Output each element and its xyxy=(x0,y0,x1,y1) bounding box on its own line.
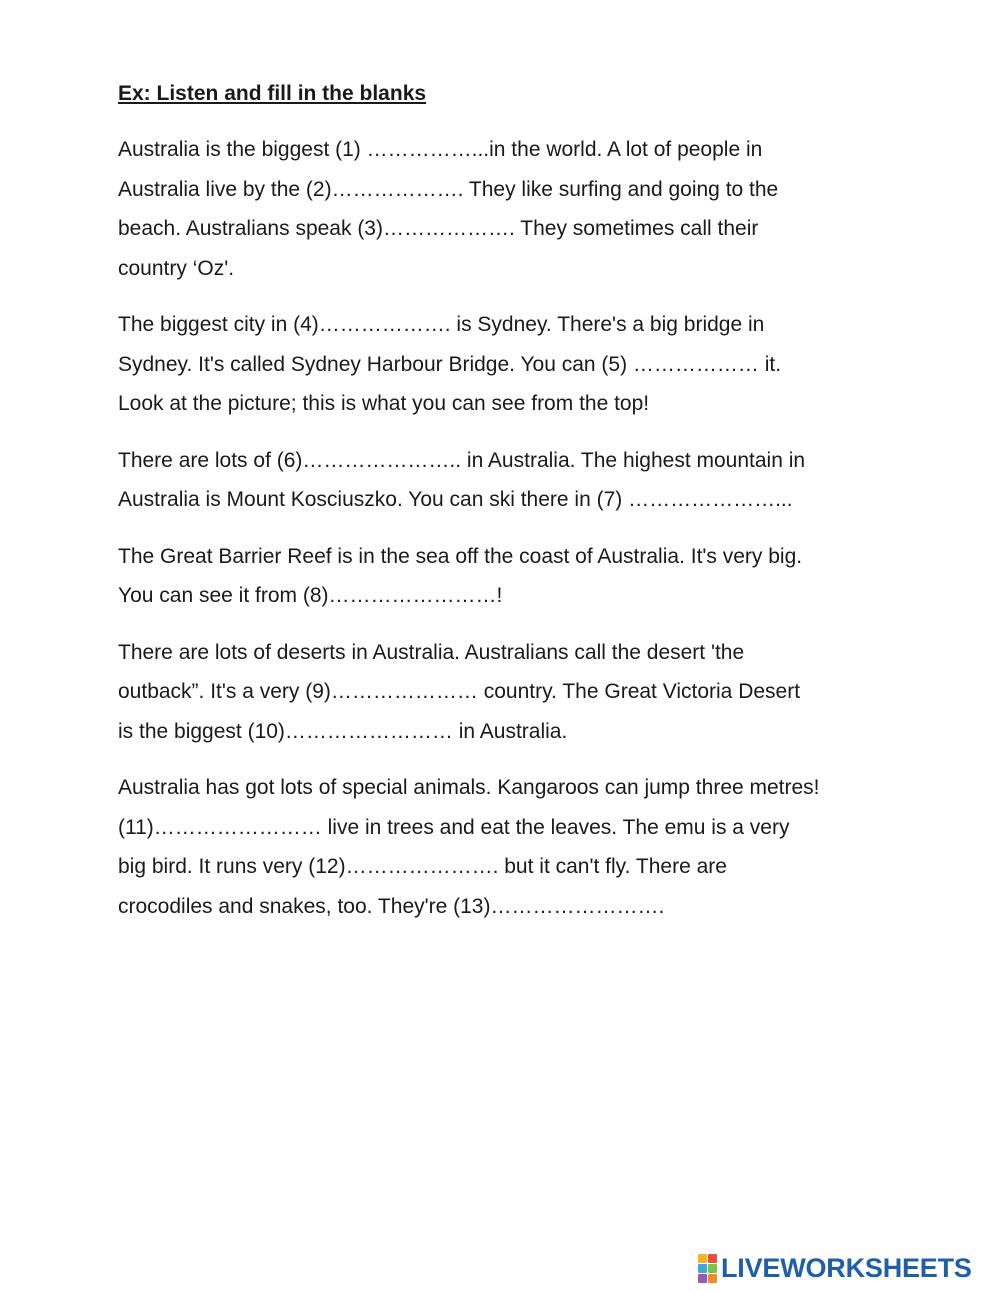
paragraph-line: is the biggest (10)…………………… in Australia. xyxy=(118,719,568,743)
paragraph-line: The Great Barrier Reef is in the sea off the coast of Australia. It's very big. xyxy=(118,544,803,568)
paragraph-line: Sydney. It's called Sydney Harbour Bridge. You can (5) ……………… it. xyxy=(118,352,782,376)
paragraph-3 xyxy=(118,441,898,520)
logo-square xyxy=(698,1274,707,1283)
paragraph-line: beach. Australians speak (3)………………. They sometimes call their xyxy=(118,217,759,240)
paragraph-line: (11)…………………… live in trees and eat the leaves. The emu is a very xyxy=(118,815,790,839)
logo-wordmark: LIVEWORKSHEETS xyxy=(721,1252,972,1283)
logo-square xyxy=(708,1274,717,1283)
paragraph-line: Australia has got lots of special animals. Kangaroos can jump three metres! xyxy=(118,776,820,799)
exercise-title: Ex: Listen and fill in the blanks xyxy=(118,82,427,105)
paragraph-line: There are lots of (6)………………….. in Australia. The highest mountain in xyxy=(118,448,806,472)
paragraph-line: outback”. It's a very (9)………………… country. The Great Victoria Desert xyxy=(118,680,801,703)
paragraph-4 xyxy=(118,537,898,616)
worksheet xyxy=(118,78,898,943)
paragraph-line: big bird. It runs very (12)…………………. but it can't fly. There are xyxy=(118,855,727,878)
paragraph-line: The biggest city in (4)………………. is Sydney. There's a big bridge in xyxy=(118,313,765,336)
paragraph-6 xyxy=(118,768,898,926)
liveworksheets-logo xyxy=(698,1253,972,1283)
paragraph-line: You can see it from (8)……………………! xyxy=(118,584,503,607)
paragraph-line: Look at the picture; this is what you can see from the top! xyxy=(118,392,650,415)
paragraph-line: crocodiles and snakes, too. They're (13)……………………. xyxy=(118,894,665,918)
logo-square xyxy=(698,1264,707,1273)
paragraph-line: country ‘Oz'. xyxy=(118,256,235,280)
paragraph-line: There are lots of deserts in Australia. Australians call the desert 'the xyxy=(118,640,745,664)
logo-square xyxy=(708,1254,717,1263)
logo-square xyxy=(698,1254,707,1263)
paragraph-2 xyxy=(118,305,898,424)
logo-mark-icon xyxy=(698,1254,717,1283)
paragraph-1 xyxy=(118,130,898,288)
logo-square xyxy=(708,1264,717,1273)
paragraph-line: Australia live by the (2)………………. They like surfing and going to the xyxy=(118,177,779,201)
paragraph-5 xyxy=(118,633,898,752)
paragraph-line: Australia is Mount Kosciuszko. You can ski there in (7) …………………... xyxy=(118,488,793,511)
paragraph-line: Australia is the biggest (1) ……………...in the world. A lot of people in xyxy=(118,138,763,161)
